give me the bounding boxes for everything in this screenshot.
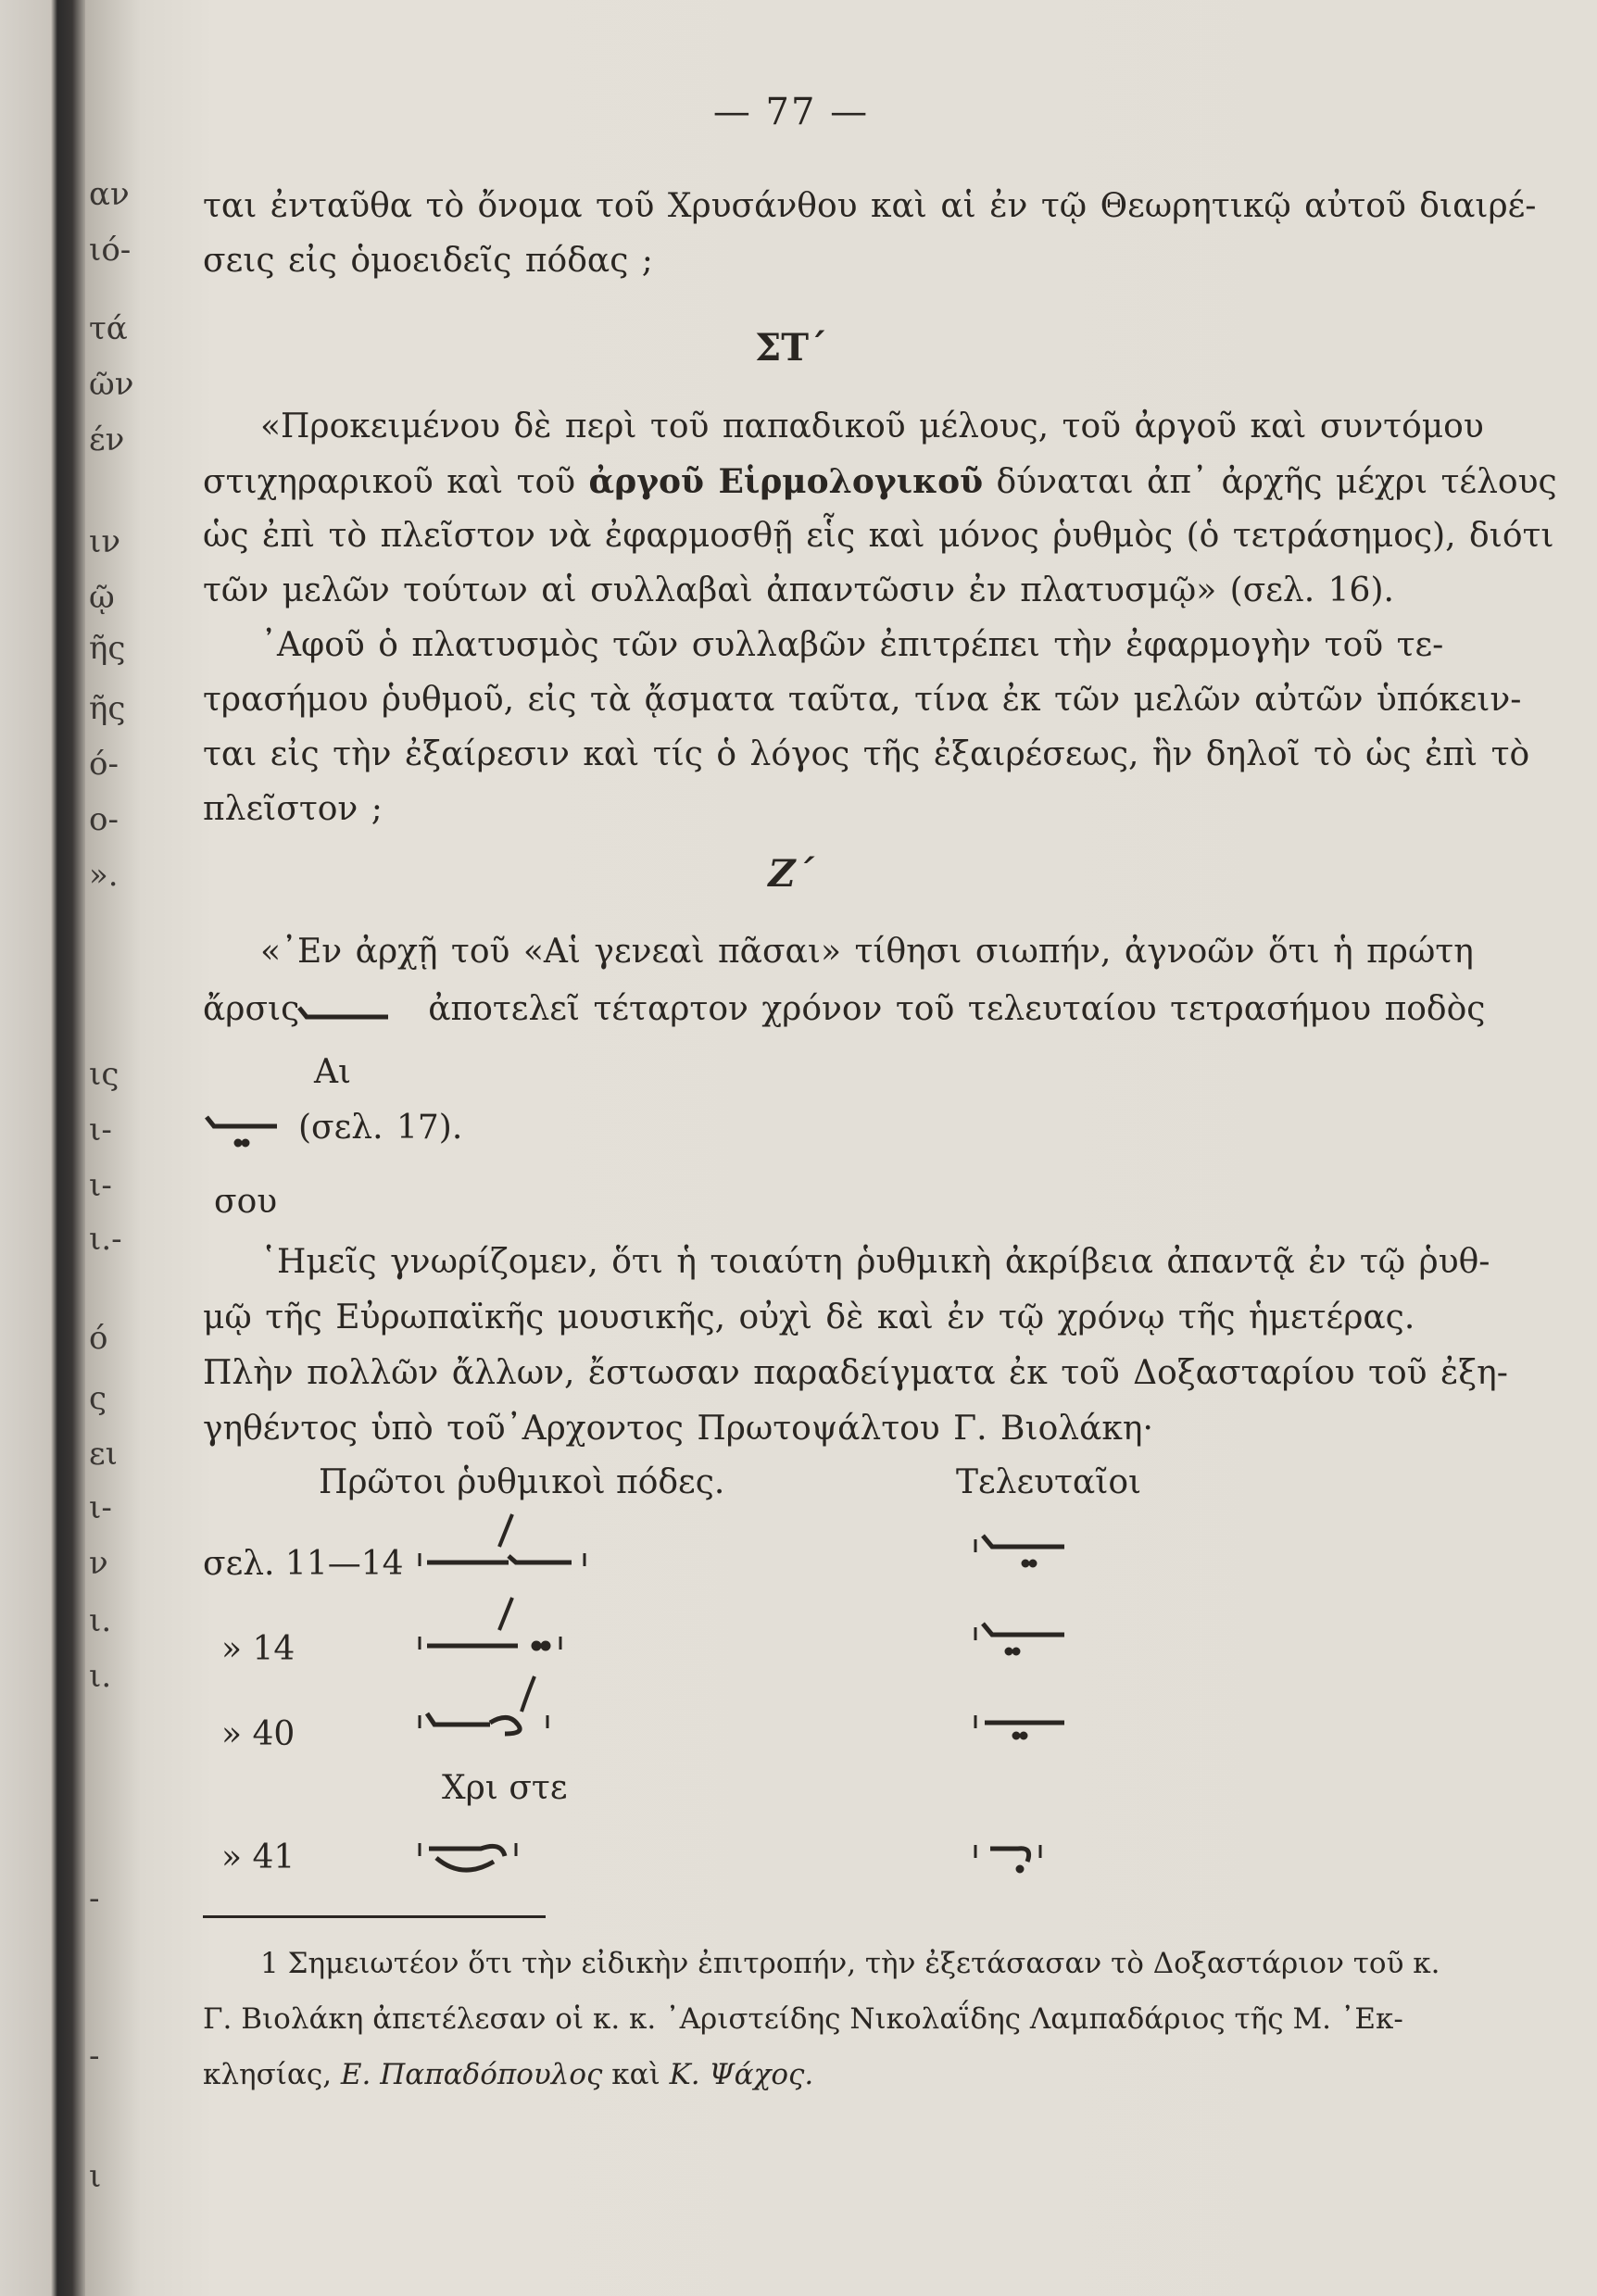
margin-fragment: - [89, 2038, 100, 2075]
margin-fragment: ν [89, 1545, 108, 1582]
emphasis-span: ἀργοῦ Εἱρμολογικοῦ [588, 462, 984, 501]
text-line: «Προκειμένου δὲ περὶ τοῦ παπαδικοῦ μέλους, τοῦ ἀργοῦ καὶ συντόμου [260, 408, 1484, 445]
page-number: — 77 — [712, 91, 870, 133]
neume-group [416, 1815, 592, 1889]
text-line: γηθέντος ὑπὸ τοῦ᾿Αρχοντος Πρωτοψάλτου Γ. Βιολάκη· [203, 1410, 1153, 1448]
text-line: ᾿Αφοῦ ὁ πλατυσμὸς τῶν συλλαβῶν ἐπιτρέπει τὴν ἐφαρμογὴν τοῦ τε- [260, 626, 1444, 664]
text-span: στιχηραρικοῦ καὶ τοῦ [203, 463, 576, 501]
text-line: τρασήμου ῥυθμοῦ, εἰς τὰ ᾄσματα ταῦτα, τίνα ἐκ τῶν μελῶν αὐτῶν ὑπόκειν- [203, 681, 1522, 719]
text-line: ται εἰς τὴν ἐξαίρεσιν καὶ τίς ὁ λόγος τῆς ἐξαιρέσεως, ἣν δηλοῖ τὸ ὡς ἐπὶ τὸ [203, 735, 1530, 773]
previous-page-margin [85, 0, 141, 2296]
margin-fragment: ό- [89, 746, 119, 783]
neume-symbol [203, 1110, 286, 1156]
neume-group [972, 1695, 1074, 1750]
text-line: ῾Ημεῖς γνωρίζομεν, ὅτι ἡ τοιαύτη ῥυθμικὴ ἀκρίβεια ἀπαντᾷ ἐν τῷ ῥυθ- [260, 1243, 1490, 1281]
margin-fragment: ῷ [89, 579, 115, 616]
footnote-line [203, 2058, 1379, 2091]
table-header-last: Τελευταῖοι [956, 1463, 1142, 1501]
text-line: πλεῖστον ; [203, 790, 383, 828]
margin-fragment: έν [89, 421, 125, 458]
neume-group [416, 1588, 592, 1662]
margin-fragment: ο- [89, 801, 119, 838]
text-span: κλησίας, [203, 2058, 333, 2091]
text-line: Πλὴν πολλῶν ἄλλων, ἔστωσαν παραδείγματα ἐκ τοῦ Δοξασταρίου τοῦ ἐξη- [203, 1354, 1508, 1392]
neume-group [972, 1825, 1074, 1880]
text-line: τῶν μελῶν τούτων αἱ συλλαβαὶ ἀπαντῶσιν ἐν πλατυσμῷ» (σελ. 16). [203, 571, 1394, 609]
text-line: «᾿Εν ἀρχῇ τοῦ «Αἱ γενεαὶ πᾶσαι» τίθησι σιωπήν, ἀγνοῶν ὅτι ἡ πρώτη [260, 933, 1474, 971]
text-span: καὶ [611, 2058, 660, 2091]
margin-fragment: ι- [89, 1489, 112, 1526]
text-line: ὡς ἐπὶ τὸ πλεῖστον νὰ ἐφαρμοσθῇ εἷς καὶ μόνος ῥυθμὸς (ὁ τετράσημος), διότι [203, 517, 1554, 555]
margin-fragment: ». [89, 857, 119, 894]
text-line: μῷ τῆς Εὐρωπαϊκῆς μουσικῆς, οὐχὶ δὲ καὶ ἐν τῷ χρόνῳ τῆς ἡμετέρας. [203, 1299, 1415, 1336]
book-page [85, 0, 1597, 2296]
margin-fragment: ιό- [89, 232, 132, 269]
table-header-first-feet: Πρῶτοι ῥυθμικοὶ πόδες. [319, 1463, 725, 1501]
margin-fragment: τά [89, 310, 128, 347]
footnote-line: Γ. Βιολάκη ἀπετέλεσαν οἱ κ. κ. ᾿Αριστείδης Νικολαΐδης Λαμπαδάριος τῆς Μ. ᾿Εκ- [203, 2002, 1403, 2036]
book-gutter [0, 0, 85, 2296]
margin-fragment: ό [89, 1320, 108, 1357]
table-row-reference: » 41 [221, 1838, 296, 1876]
text-span: ἄρσις [203, 990, 300, 1028]
footnote-name: Ε. Παπαδόπουλος [340, 2058, 603, 2091]
table-row-reference: » 40 [221, 1715, 296, 1753]
margin-fragment: ῶν [89, 366, 134, 403]
neume-group [972, 1607, 1074, 1672]
lyric-syllables: Χρι στε [442, 1769, 568, 1807]
margin-fragment: ι [89, 2158, 102, 2195]
neume-symbol [296, 1000, 397, 1028]
margin-fragment: ει [89, 1436, 118, 1473]
margin-fragment: ιν [89, 523, 120, 560]
table-row-reference: σελ. 11—14 [203, 1545, 404, 1583]
footnote-rule [203, 1915, 546, 1918]
margin-fragment: ῆς [89, 690, 126, 727]
page-content [203, 0, 1557, 2296]
text-line: σεις εἰς ὁμοειδεῖς πόδας ; [203, 242, 653, 280]
margin-fragment: ς [89, 1380, 107, 1417]
table-row-reference: » 14 [221, 1630, 296, 1668]
footnote-name: Κ. Ψάχος. [669, 2058, 814, 2091]
text-span: ἀποτελεῖ τέταρτον χρόνον τοῦ τελευταίου τετρασήμου ποδὸς [428, 990, 1486, 1028]
margin-fragment: ι- [89, 1111, 112, 1148]
page-reference: (σελ. 17). [298, 1109, 463, 1147]
margin-fragment: ι.- [89, 1221, 122, 1258]
margin-fragment: ι. [89, 1658, 112, 1695]
footnote-line: 1 Σημειωτέον ὅτι τὴν εἰδικὴν ἐπιτροπήν, τὴν ἐξετάσασαν τὸ Δοξαστάριον τοῦ κ. [260, 1947, 1440, 1980]
text-line [203, 462, 1557, 501]
neume-group [972, 1519, 1074, 1584]
lyric-syllable: Αι [314, 1053, 352, 1091]
neume-group [416, 1505, 592, 1579]
margin-fragment: ι. [89, 1602, 112, 1639]
margin-fragment: - [89, 1880, 100, 1917]
margin-fragment: ι- [89, 1167, 112, 1204]
margin-fragment: ῆς [89, 630, 126, 667]
margin-fragment: ις [89, 1056, 119, 1093]
text-span: δύναται ἀπ᾿ ἀρχῆς μέχρι τέλους [996, 463, 1557, 501]
text-line: ται ἐνταῦθα τὸ ὄνομα τοῦ Χρυσάνθου καὶ αἱ ἐν τῷ Θεωρητικῷ αὐτοῦ διαιρέ- [203, 187, 1537, 225]
section-heading: Ζ΄ [768, 852, 814, 896]
margin-fragment: αν [89, 176, 130, 213]
neume-group [416, 1667, 592, 1741]
lyric-syllable: σου [214, 1183, 278, 1221]
section-heading: ΣΤ΄ [754, 326, 828, 370]
